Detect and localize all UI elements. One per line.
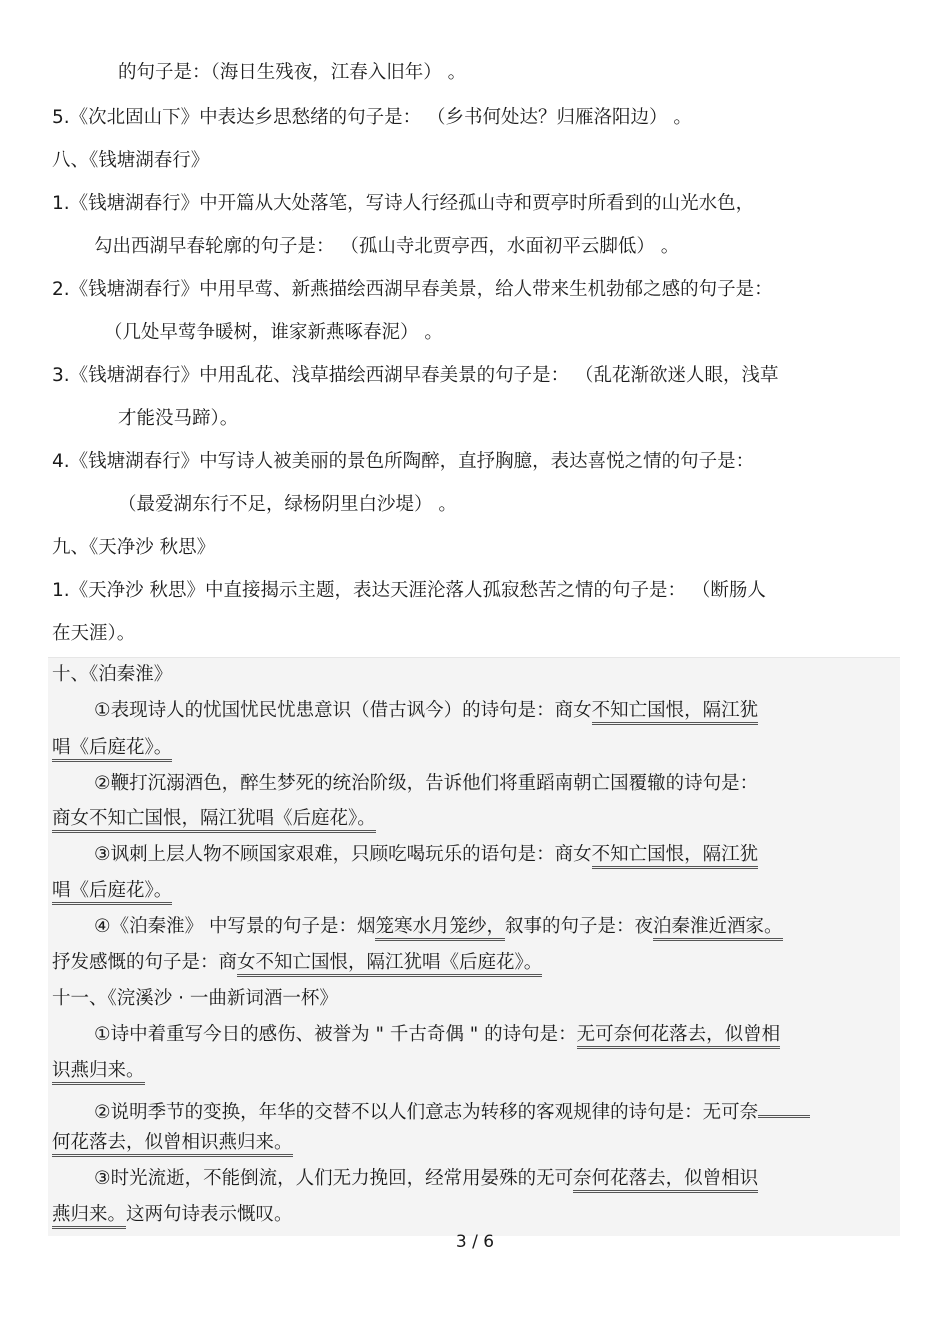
- s10-item-1-prompt: ①表现诗人的忧国忧民忧患意识（借古讽今）的诗句是：商女: [94, 700, 592, 721]
- s8-question-4-line2: （最爱湖东行不足，绿杨阴里白沙堤） 。: [118, 494, 457, 515]
- s10-item-3-prompt: ③讽刺上层人物不顾国家艰难，只顾吃喝玩乐的语句是：商女: [94, 844, 592, 865]
- s8-question-3-line1: 3.《钱塘湖春行》中用乱花、浅草描绘西湖早春美景的句子是： （乱花渐欲迷人眼，浅草: [52, 365, 779, 386]
- s8-question-2-line1: 2.《钱塘湖春行》中用早莺、新燕描绘西湖早春美景，给人带来生机勃郁之感的句子是：: [52, 279, 773, 300]
- s11-item-2-prompt: ②说明季节的变换，年华的交替不以人们意志为转移的客观规律的诗句是：无可奈: [94, 1102, 759, 1123]
- s9-question-1-line2: 在天涯）。: [52, 623, 136, 644]
- s11-item-2-line1: [94, 1094, 810, 1126]
- question-5: 5.《次北固山下》中表达乡思愁绪的句子是： （乡书何处达？归雁洛阳边） 。: [52, 107, 692, 128]
- s8-question-1-line2: 勾出西湖早春轮廓的句子是： （孤山寺北贾亭西，水面初平云脚低） 。: [94, 236, 680, 257]
- s10-item-2-answer: 商女不知亡国恨，隔江犹唱《后庭花》。: [52, 808, 376, 833]
- s8-question-3-line2: 才能没马蹄）。: [118, 408, 239, 429]
- s10-item-4-mid: 叙事的句子是：夜: [504, 916, 653, 937]
- s10-item-2-line2: [52, 806, 376, 832]
- s11-item-2-answer-blank: [758, 1094, 810, 1118]
- s10-item-4-prompt2: 抒发感慨的句子是：商: [52, 952, 238, 973]
- s9-question-1-line1: 1.《天净沙 秋思》中直接揭示主题，表达天涯沦落人孤寂愁苦之情的句子是： （断肠人: [52, 580, 766, 601]
- s10-item-2-line1: ②鞭打沉溺酒色，醉生梦死的统治阶级，告诉他们将重蹈南朝亡国覆辙的诗句是：: [94, 773, 759, 794]
- s8-question-2-line2: （几处早莺争暖树，谁家新燕啄春泥） 。: [104, 322, 443, 343]
- s8-question-1-line1: 1.《钱塘湖春行》中开篇从大处落笔，写诗人行经孤山寺和贾亭时所看到的山光水色，: [52, 193, 755, 214]
- s10-item-4-line2: [52, 950, 542, 976]
- s11-item-1-line1: [94, 1022, 780, 1048]
- s11-item-1-answer-cont: 识燕归来。: [52, 1060, 145, 1085]
- s11-item-1-line2: [52, 1058, 145, 1084]
- s11-item-2-answer: 何花落去，似曾相识燕归来。: [52, 1132, 293, 1157]
- line-previous-answer: 的句子是：（海日生残夜，江春入旧年） 。: [118, 62, 467, 83]
- section-9-heading: 九、《天净沙 秋思》: [52, 537, 216, 558]
- s10-item-4-narrative-answer: 泊秦淮近酒家。: [653, 916, 783, 941]
- s11-item-3-line1: [94, 1166, 758, 1192]
- s10-item-4-prompt: ④《泊秦淮》 中写景的句子是：烟: [94, 916, 376, 937]
- s11-item-3-suffix: 这两句诗表示慨叹。: [126, 1204, 293, 1225]
- s10-item-3-line2: [52, 878, 172, 904]
- s11-item-3-answer: 奈何花落去，似曾相识: [573, 1168, 758, 1193]
- s11-item-2-line2: [52, 1130, 293, 1156]
- s10-item-1-answer: 不知亡国恨，隔江犹: [592, 700, 759, 725]
- s10-item-4-scene-answer: 笼寒水月笼纱，: [375, 916, 505, 941]
- s10-item-3-line1: [94, 842, 758, 868]
- s11-item-3-answer-cont: 燕归来。: [52, 1204, 126, 1229]
- s11-item-1-answer: 无可奈何花落去，似曾相: [577, 1024, 781, 1049]
- section-8-heading: 八、《钱塘湖春行》: [52, 150, 210, 171]
- s10-item-4-emotion-answer: 女不知亡国恨，隔江犹唱《后庭花》。: [237, 952, 542, 977]
- section-11-heading: 十一、《浣溪沙 · 一曲新词酒一杯》: [52, 988, 338, 1009]
- s8-question-4-line1: 4.《钱塘湖春行》中写诗人被美丽的景色所陶醉，直抒胸臆，表达喜悦之情的句子是：: [52, 451, 755, 472]
- s11-item-3-line2: [52, 1202, 293, 1228]
- s11-item-3-prompt: ③时光流逝，不能倒流，人们无力挽回，经常用晏殊的无可: [94, 1168, 574, 1189]
- s10-item-3-answer: 不知亡国恨，隔江犹: [592, 844, 759, 869]
- s10-item-1-line1: [94, 698, 758, 724]
- s10-item-1-answer-cont: 唱《后庭花》。: [52, 737, 172, 762]
- page-number: 3 / 6: [455, 1232, 495, 1252]
- section-10-heading: 十、《泊秦淮》: [52, 664, 173, 685]
- s10-item-4-line1: [94, 914, 783, 940]
- s10-item-3-answer-cont: 唱《后庭花》。: [52, 880, 172, 905]
- s10-item-1-line2: [52, 735, 172, 761]
- s11-item-1-prompt: ①诗中着重写今日的感伤、被誉为 " 千古奇偶 " 的诗句是：: [94, 1024, 577, 1045]
